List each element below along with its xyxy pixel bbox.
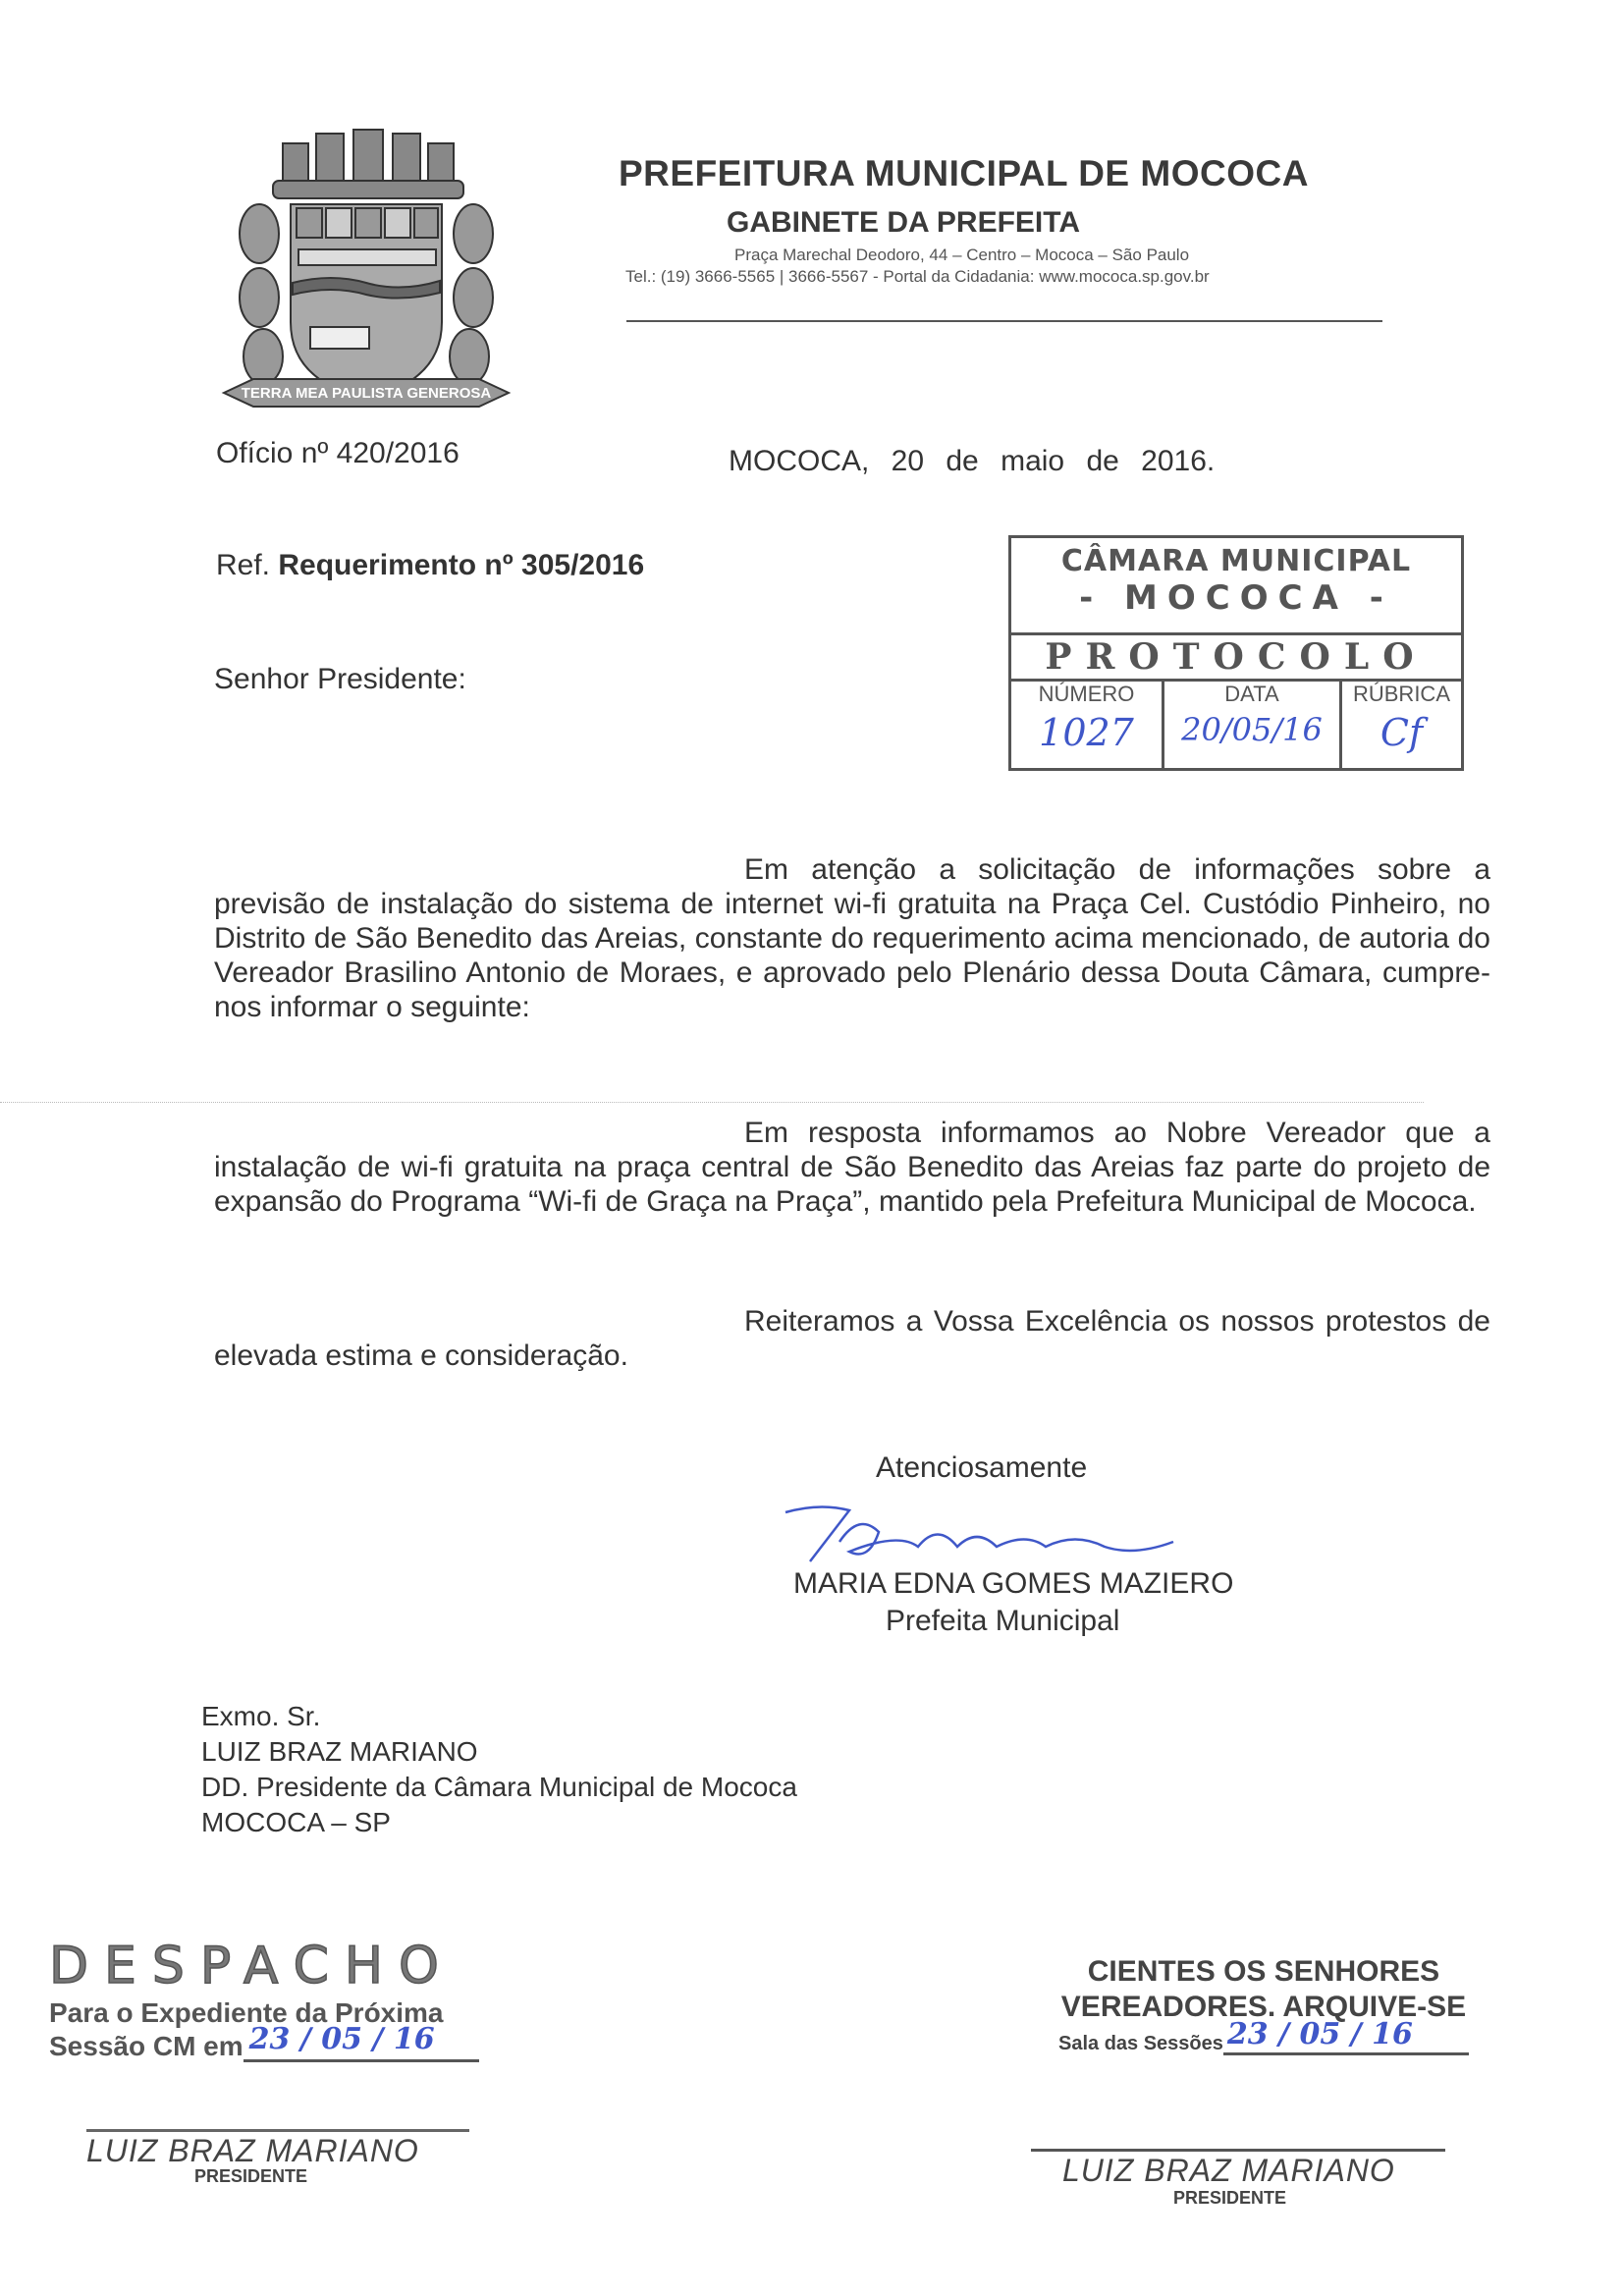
stamp-data-cell (1164, 682, 1342, 771)
recipient-block (201, 1699, 797, 1840)
signer-role: Prefeita Municipal (886, 1605, 1120, 1637)
header-title: PREFEITURA MUNICIPAL DE MOCOCA (619, 153, 1309, 193)
stamp-line1: CÂMARA MUNICIPAL (1060, 544, 1412, 578)
header-divider (626, 320, 1382, 322)
header-contact: Tel.: (19) 3666-5565 | 3666-5567 - Portal da Cidadania: www.mococa.sp.gov.br (625, 267, 1210, 286)
recipient-salutation: Exmo. Sr. (201, 1701, 321, 1731)
archive-president-role: PRESIDENTE (1173, 2188, 1287, 2208)
reference (216, 548, 644, 583)
protocol-stamp (1008, 535, 1464, 771)
despacho-title: DESPACHO (49, 1937, 455, 1995)
despacho-signature-line (86, 2129, 469, 2132)
greeting: Senhor Presidente: (214, 663, 466, 695)
reference-value: Requerimento nº 305/2016 (278, 549, 645, 581)
signature-handwritten (781, 1493, 1222, 1571)
despacho-stamp (49, 1937, 479, 2062)
paragraph-1-text: Em atenção a solicitação de informações sobre a previsão de instalação do sistema de internet wi-fi gratuita na Praça Cel. Custódio Pinheiro, no Distrito de São Benedito das Areias, constante do requerimento acima mencionado, de autoria do Vereador Brasilino Antonio de Moraes, e aprovado pelo Plenário dessa Douta Câmara, cumpre-nos informar o seguinte: (214, 853, 1490, 1023)
despacho-president-role: PRESIDENTE (194, 2166, 308, 2186)
stamp-header (1011, 538, 1461, 635)
scan-artifact-line (0, 1102, 1424, 1103)
place-and-date: MOCOCA, 20 de maio de 2016. (729, 445, 1216, 477)
stamp-data-label: DATA (1224, 682, 1279, 706)
archive-line3 (1058, 2017, 1469, 2055)
recipient-name: LUIZ BRAZ MARIANO (201, 1736, 478, 1767)
header-subtitle: GABINETE DA PREFEITA (727, 206, 1081, 239)
paragraph-2 (214, 1116, 1490, 1219)
stamp-numero-cell (1011, 682, 1164, 771)
despacho-line2-label: Sessão CM em (49, 2031, 243, 2061)
stamp-rubrica-label: RÚBRICA (1352, 682, 1450, 706)
archive-president-name: LUIZ BRAZ MARIANO (1062, 2153, 1395, 2188)
stamp-data-value: 20/05/16 (1181, 711, 1323, 748)
recipient-city: MOCOCA – SP (201, 1807, 391, 1837)
stamp-rubrica-cell (1342, 682, 1461, 771)
paragraph-3-text: Reiteramos a Vossa Excelência os nossos protestos de elevada estima e consideração. (214, 1305, 1490, 1372)
stamp-numero-label: NÚMERO (1038, 682, 1135, 706)
archive-line3-label: Sala das Sessões (1058, 2033, 1223, 2054)
stamp-line2: - MOCOCA - (1079, 578, 1393, 618)
paragraph-2-text: Em resposta informamos ao Nobre Vereador que a instalação de wi-fi gratuita na praça central de São Benedito das Areias faz parte do projeto de expansão do Programa “Wi-fi de Graça na Praça”, mantido pela Prefeitura Municipal de Mococa. (214, 1117, 1490, 1218)
paragraph-1 (214, 852, 1490, 1024)
stamp-fields (1011, 682, 1461, 771)
crest-motto: TERRA MEA PAULISTA GENEROSA (241, 385, 492, 402)
header-address: Praça Marechal Deodoro, 44 – Centro – Mococa – São Paulo (734, 246, 1190, 264)
closing: Atenciosamente (876, 1451, 1088, 1484)
despacho-president-name: LUIZ BRAZ MARIANO (86, 2133, 419, 2168)
archive-date-value: 23 / 05 / 16 (1226, 2017, 1413, 2051)
archive-signature-line (1031, 2149, 1445, 2152)
despacho-line2 (49, 2022, 479, 2062)
archive-date-field (1223, 2017, 1469, 2055)
archive-line2: VEREADORES. ARQUIVE-SE (1060, 1991, 1467, 2023)
signer-name: MARIA EDNA GOMES MAZIERO (793, 1567, 1234, 1600)
stamp-rubrica-value: Cf (1380, 711, 1424, 754)
archive-line1: CIENTES OS SENHORES (1087, 1955, 1440, 1988)
despacho-date-value: 23 / 05 / 16 (248, 2022, 435, 2056)
paragraph-3 (214, 1304, 1490, 1373)
stamp-numero-value: 1027 (1039, 711, 1134, 754)
despacho-line1: Para o Expediente da Próxima (49, 1997, 444, 2028)
recipient-title: DD. Presidente da Câmara Municipal de Mococa (201, 1772, 797, 1802)
stamp-protocolo: PROTOCOLO (1011, 635, 1461, 682)
oficio-number: Ofício nº 420/2016 (216, 437, 460, 469)
despacho-date-field (243, 2022, 479, 2062)
municipal-crest-logo (214, 126, 518, 420)
reference-prefix: Ref. (216, 549, 271, 581)
archive-stamp (1058, 1954, 1469, 2055)
